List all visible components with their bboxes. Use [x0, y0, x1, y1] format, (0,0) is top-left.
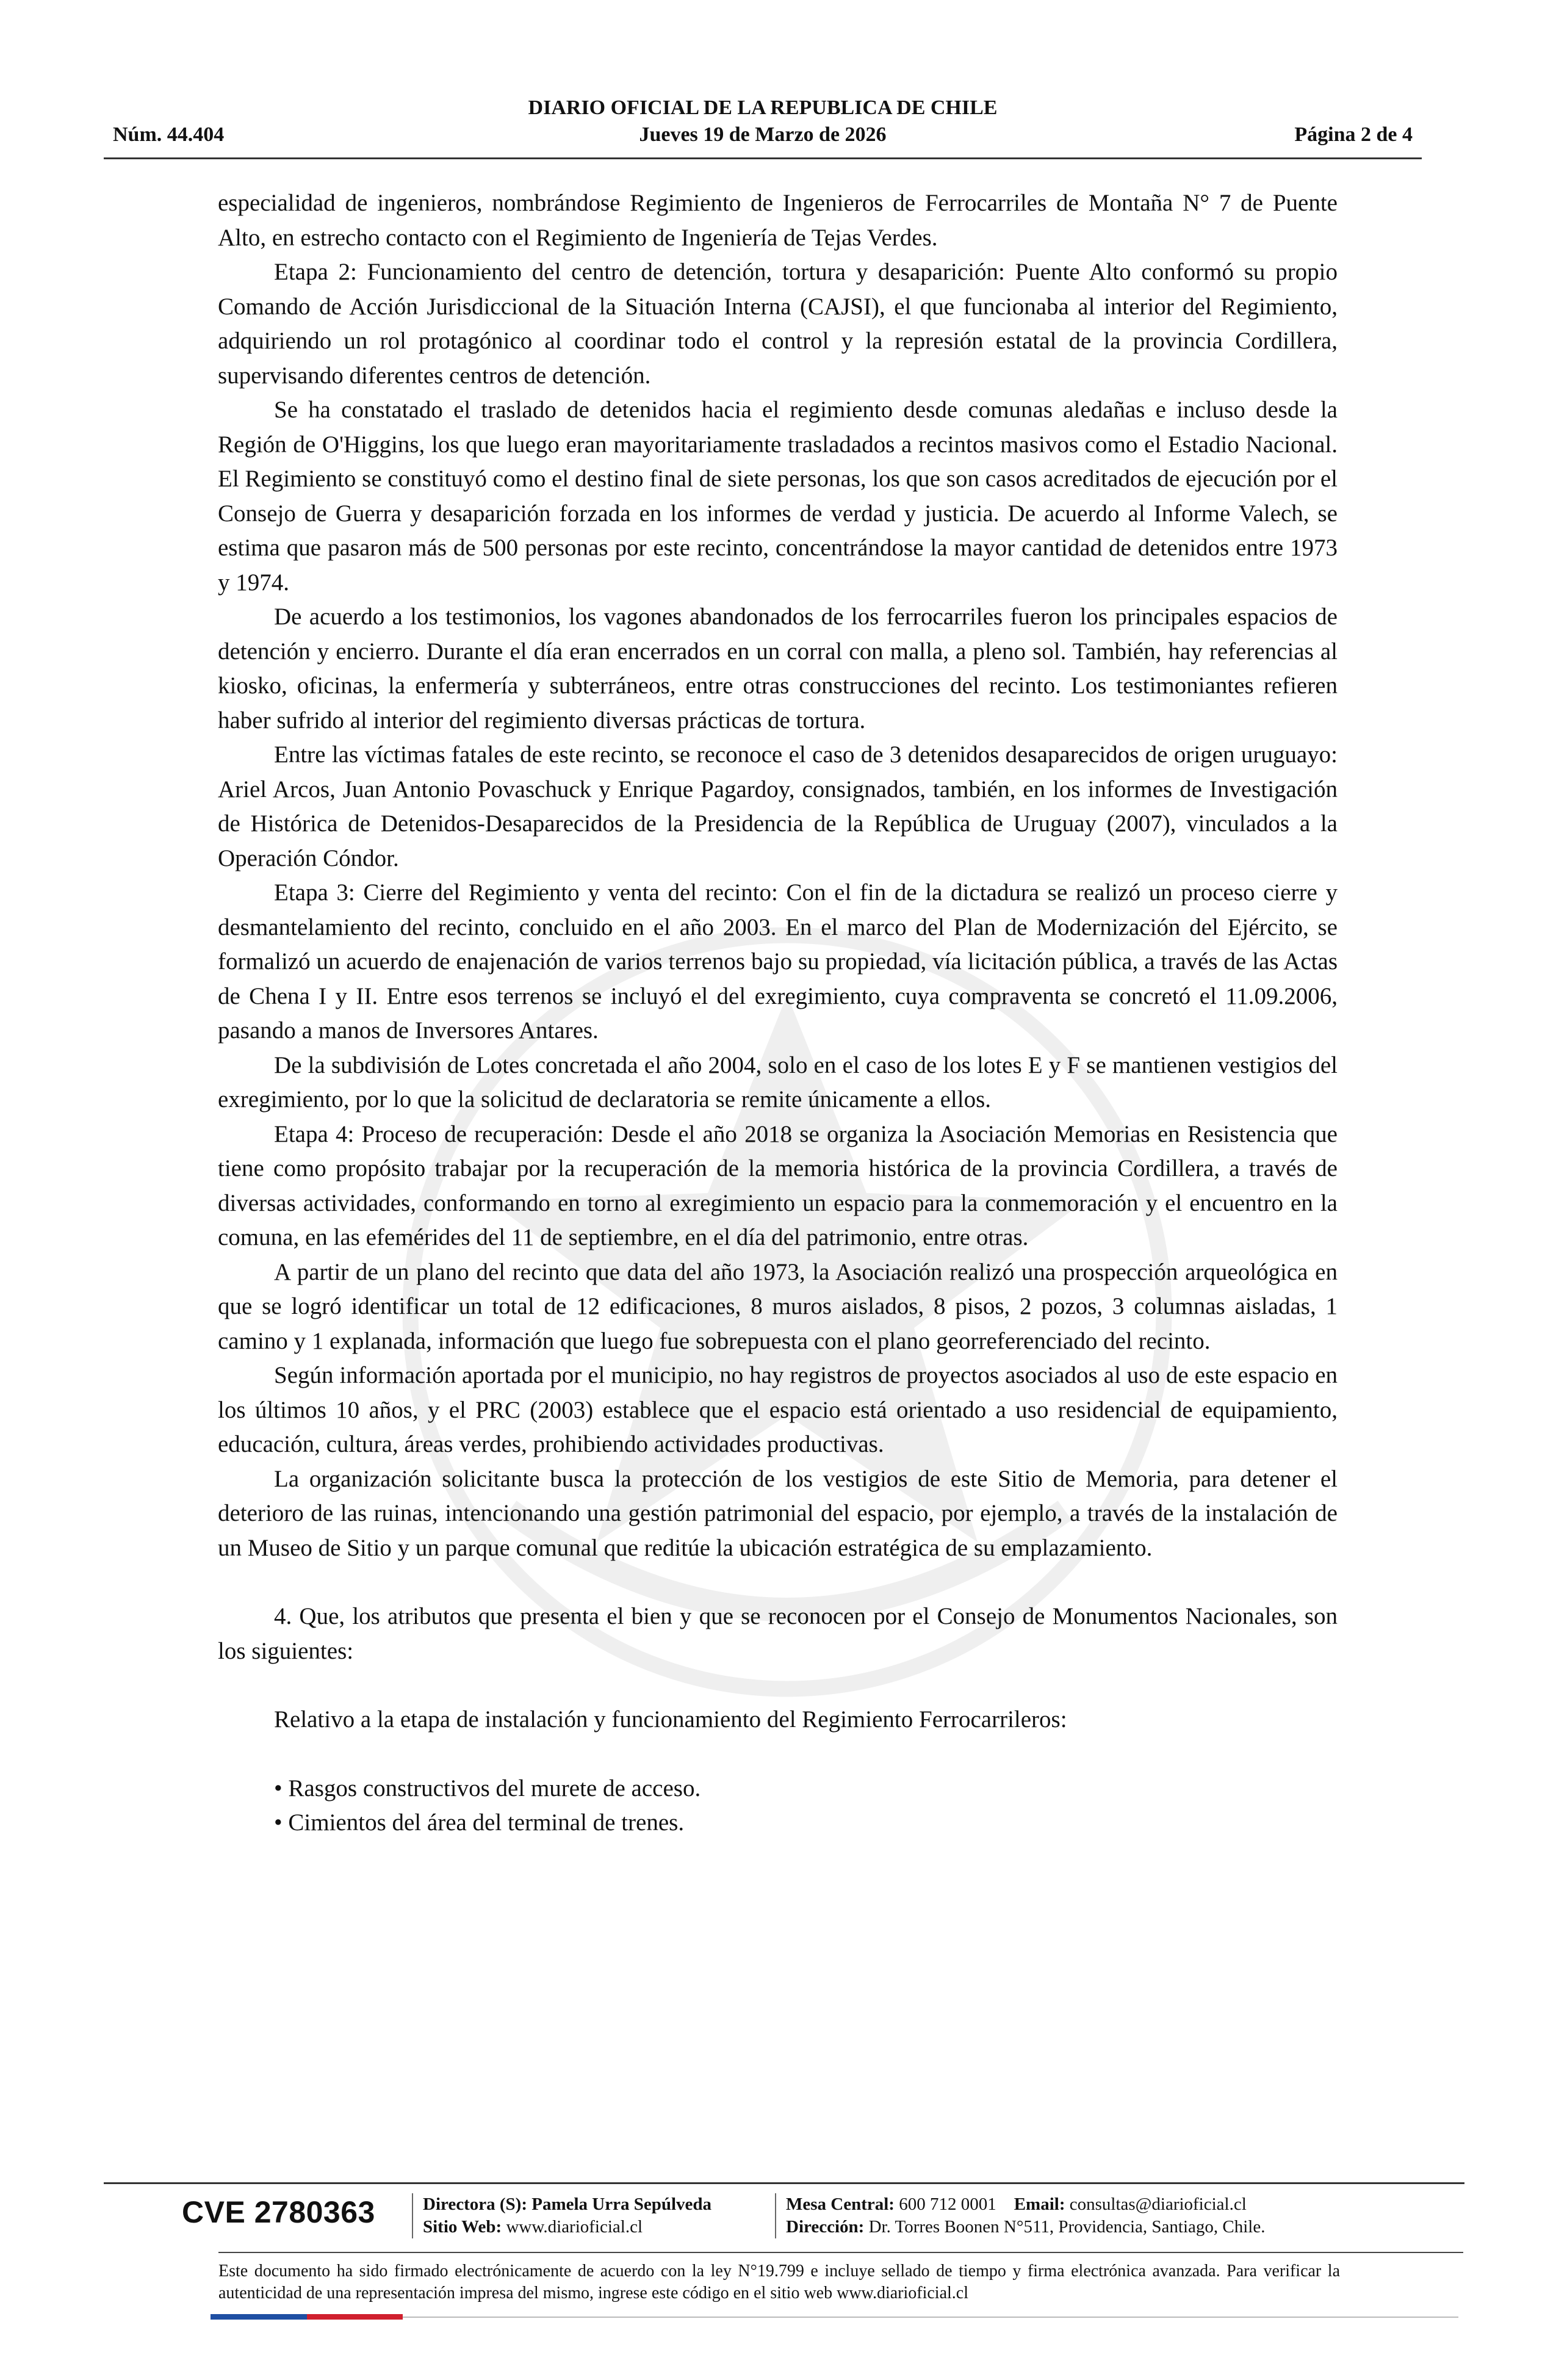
footer-director-block — [412, 2193, 711, 2238]
paragraph: Etapa 2: Funcionamiento del centro de detención, tortura y desaparición: Puente Alto conformó su propio Comando de Acción Jurisdiccional de la Situación Interna (CAJSI), el que funcionaba al interior del Regimiento, adquiriendo un rol protagónico al coordinar todo el control y la represión estatal de la provincia Cordillera, supervisando diferentes centros de detención. — [218, 259, 1338, 389]
footer-contact-block — [775, 2193, 1265, 2238]
cve-code: CVE 2780363 — [182, 2195, 375, 2229]
email-label: Email: — [1014, 2194, 1065, 2214]
paragraph: De la subdivisión de Lotes concretada el año 2004, solo en el caso de los lotes E y F se mantienen vestigios del exregimiento, por lo que la solicitud de declaratoria se remite únicamente a ellos. — [218, 1051, 1338, 1112]
address-value: Dr. Torres Boonen N°511, Providencia, Santiago, Chile. — [868, 2217, 1266, 2237]
web-label: Sitio Web: — [423, 2217, 502, 2237]
paragraph: La organización solicitante busca la protección de los vestigios de este Sitio de Memoria, para detener el deterioro de las ruinas, intencionando una gestión patrimonial del espacio, por ejemplo, a través de la instalación de un Museo de Sitio y un parque comunal que reditúe la ubicación estratégica de su emplazamiento. — [218, 1465, 1338, 1561]
phone-value: 600 712 0001 — [899, 2194, 996, 2214]
paragraph: Según información aportada por el municipio, no hay registros de proyectos asociados al uso de este espacio en los últimos 10 años, y el PRC (2003) establece que el espacio está orientado a uso residencial de equipamiento, educación, cultura, áreas verdes, prohibiendo actividades productivas. — [218, 1362, 1338, 1457]
web-link[interactable]: www.diarioficial.cl — [506, 2217, 643, 2237]
paragraph: Relativo a la etapa de instalación y funcionamiento del Regimiento Ferrocarrileros: — [274, 1706, 1067, 1733]
paragraph: De acuerdo a los testimonios, los vagones abandonados de los ferrocarriles fueron los principales espacios de detención y encierro. Durante el día eran encerrados en un corral con malla, a pleno sol. También, hay referencias al kiosko, oficinas, la enfermería y subterráneos, entre otras construcciones del recinto. Los testimoniantes refieren haber sufrido al interior del regimiento diversas prácticas de tortura. — [218, 604, 1338, 734]
paragraph: 4. Que, los atributos que presenta el bien y que se reconocen por el Consejo de Monumentos Nacionales, son los siguientes: — [218, 1603, 1338, 1664]
header-divider — [104, 157, 1422, 159]
footer-divider — [104, 2182, 1464, 2184]
flag-blue-segment — [211, 2314, 307, 2320]
address-label: Dirección: — [786, 2217, 865, 2237]
bullet-item: • Cimientos del área del terminal de trenes. — [274, 1809, 685, 1836]
paragraph: Etapa 4: Proceso de recuperación: Desde el año 2018 se organiza la Asociación Memorias en Resistencia que tiene como propósito trabajar por la recuperación de la memoria histórica de la provincia Cordillera, a través de diversas actividades, conformando en torno al exregimiento un espacio para la conmemoración y el encuentro en la comuna, en las efemérides del 11 de septiembre, en el día del patrimonio, entre otras. — [218, 1120, 1338, 1250]
flag-color-bar — [211, 2314, 403, 2320]
publication-title: DIARIO OFICIAL DE LA REPUBLICA DE CHILE — [528, 96, 998, 119]
issue-date: Jueves 19 de Marzo de 2026 — [639, 123, 887, 146]
paragraph: especialidad de ingenieros, nombrándose Regimiento de Ingenieros de Ferrocarriles de Montaña N° 7 de Puente Alto, en estrecho contacto con el Regimiento de Ingeniería de Tejas Verdes. — [218, 190, 1338, 251]
paragraph: Entre las víctimas fatales de este recinto, se reconoce el caso de 3 detenidos desaparecidos de origen uruguayo: Ariel Arcos, Juan Antonio Povaschuck y Enrique Pagardoy, consignados, también, en los informes de Investigación de Histórica de Detenidos-Desaparecidos de la Presidencia de la República de Uruguay (2007), vinculados a la Operación Cóndor. — [218, 741, 1338, 871]
phone-label: Mesa Central: — [786, 2194, 895, 2214]
document-body — [218, 186, 1338, 1841]
page-number: Página 2 de 4 — [1294, 123, 1413, 146]
bottom-divider — [403, 2317, 1458, 2318]
footer-divider-2 — [218, 2252, 1463, 2253]
email-link[interactable]: consultas@diarioficial.cl — [1069, 2194, 1247, 2214]
issue-number: Núm. 44.404 — [113, 123, 225, 146]
paragraph: Se ha constatado el traslado de detenidos hacia el regimiento desde comunas aledañas e incluso desde la Región de O'Higgins, los que luego eran mayoritariamente trasladados a recintos masivos como el Estadio Nacional. El Regimiento se constituyó como el destino final de siete personas, los que son casos acreditados de ejecución por el Consejo de Guerra y desaparición forzada en los informes de verdad y justicia. De acuerdo al Informe Valech, se estima que pasaron más de 500 personas por este recinto, concentrándose la mayor cantidad de detenidos entre 1973 y 1974. — [218, 397, 1338, 596]
director-label: Directora (S): — [423, 2194, 527, 2214]
legal-notice: Este documento ha sido firmado electrónicamente de acuerdo con la ley N°19.799 e incluye sellado de tiempo y firma electrónica avanzada. Para verificar la autenticidad de una representación impresa del mismo, ingrese este código en el sitio web www.diarioficial.cl — [218, 2262, 1340, 2302]
bullet-item: • Rasgos constructivos del murete de acceso. — [274, 1775, 701, 1801]
paragraph: Etapa 3: Cierre del Regimiento y venta del recinto: Con el fin de la dictadura se realizó un proceso cierre y desmantelamiento del recinto, concluido en el año 2003. En el marco del Plan de Modernización del Ejército, se formalizó un acuerdo de enajenación de varios terrenos bajo su propiedad, vía licitación pública, a través de las Actas de Chena I y II. Entre esos terrenos se incluyó el del exregimiento, cuya compraventa se concretó el 11.09.2006, pasando a manos de Inversores Antares. — [218, 879, 1338, 1044]
flag-red-segment — [307, 2314, 403, 2320]
page-header — [104, 92, 1422, 159]
paragraph: A partir de un plano del recinto que data del año 1973, la Asociación realizó una prospección arqueológica en que se logró identificar un total de 12 edificaciones, 8 muros aislados, 8 pisos, 2 pozos, 3 columnas aisladas, 1 camino y 1 explanada, información que luego fue sobrepuesta con el plano georreferenciado del recinto. — [218, 1258, 1338, 1354]
director-name: Pamela Urra Sepúlveda — [531, 2194, 712, 2214]
